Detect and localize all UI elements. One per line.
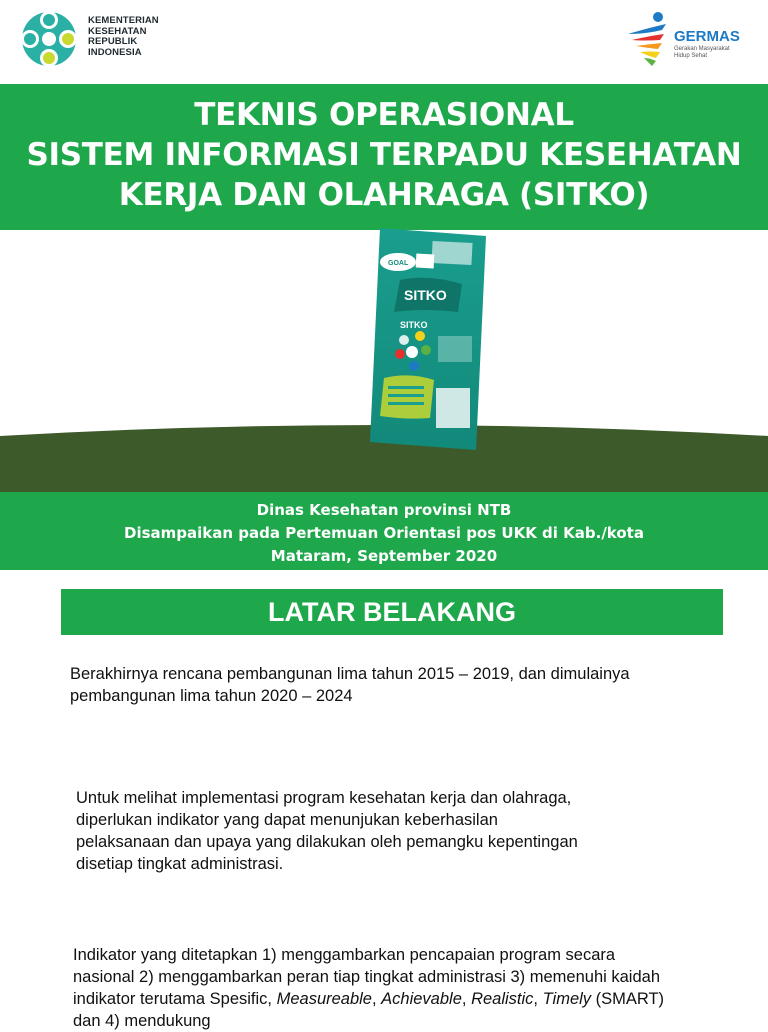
title-line: SISTEM INFORMASI TERPADU KESEHATAN xyxy=(26,137,742,173)
realistic-term: Realistic xyxy=(471,990,534,1008)
germas-name: GERMAS xyxy=(674,28,740,45)
poster-heading-text: SITKO xyxy=(404,287,447,303)
paragraph-3 xyxy=(73,944,673,1032)
subtitle-line: Mataram, September 2020 xyxy=(270,547,498,565)
title-line: TEKNIS OPERASIONAL xyxy=(194,97,574,133)
title-line: KERJA DAN OLAHRAGA (SITKO) xyxy=(118,177,650,213)
subtitle-band xyxy=(0,492,768,570)
paragraph-3-text: Indikator yang ditetapkan 1) menggambarkan pencapaian program secara nasional 2) menggambarkan peran tiap tingkat administrasi 3) memenuhi kaidah indikator terutama Spesific, xyxy=(73,946,660,1008)
paragraph-3-text: (SMART) dan 4) mendukung xyxy=(73,990,665,1030)
separator: , xyxy=(371,990,382,1008)
achievable-term: Achievable xyxy=(381,990,462,1008)
poster-subheading-text: SITKO xyxy=(400,320,428,330)
section-header: LATAR BELAKANG xyxy=(61,589,723,635)
kemenkes-logo-text xyxy=(88,16,159,58)
timely-term: Timely xyxy=(542,990,592,1008)
kemenkes-line: KEMENTERIAN xyxy=(88,15,159,26)
separator: , xyxy=(461,990,472,1008)
kemenkes-logo-icon xyxy=(18,8,80,70)
germas-logo xyxy=(622,10,762,70)
kemenkes-line: KESEHATAN xyxy=(88,25,147,37)
measureable-term: Measureable xyxy=(276,990,372,1008)
subtitle-line: Dinas Kesehatan provinsi NTB xyxy=(256,501,512,519)
paragraph-1: Berakhirnya rencana pembangunan lima tahun 2015 – 2019, dan dimulainya pembangunan lima tahun 2020 – 2024 xyxy=(70,665,630,705)
title-band xyxy=(0,84,768,230)
separator: , xyxy=(533,990,543,1008)
paragraph-2: Untuk melihat implementasi program kesehatan kerja dan olahraga, diperlukan indikator yang dapat menunjukan keberhasilan pelaksanaan dan upaya yang dilakukan oleh pemangku kepentingan disetiap tingkat administrasi. xyxy=(76,789,578,873)
kemenkes-line: INDONESIA xyxy=(88,46,142,58)
subtitle-line: Disampaikan pada Pertemuan Orientasi pos UKK di Kab./kota xyxy=(124,524,644,542)
kemenkes-line: REPUBLIK xyxy=(88,36,138,47)
germas-subtitle: Gerakan Masyarakat Hidup Sehat xyxy=(674,46,730,59)
kemenkes-logo xyxy=(18,8,178,68)
sitko-poster-image xyxy=(370,228,486,450)
germas-logo-icon xyxy=(622,10,674,68)
poster-goal-text: GOAL xyxy=(388,260,409,267)
